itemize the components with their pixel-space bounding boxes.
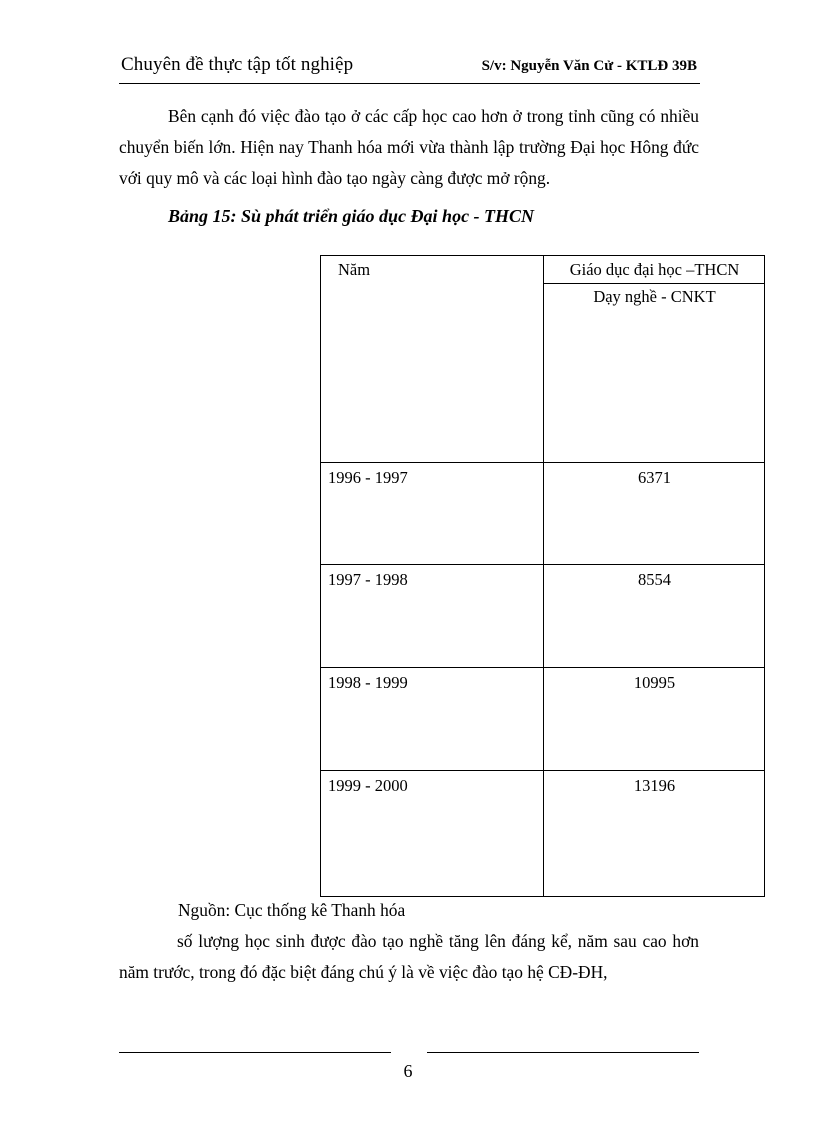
table-header-year: Năm bbox=[338, 260, 371, 279]
table-cell-value: 6371 bbox=[638, 468, 671, 487]
table-source-note: Nguồn: Cục thống kê Thanh hóa bbox=[178, 900, 406, 920]
table-cell-year: 1996 - 1997 bbox=[328, 468, 408, 487]
table-subheader-divider bbox=[543, 283, 764, 284]
table-cell-year: 1997 - 1998 bbox=[328, 570, 408, 589]
table-cell-year: 1998 - 1999 bbox=[328, 673, 408, 692]
footer-divider-right bbox=[427, 1052, 699, 1053]
page-number: 6 bbox=[403, 1061, 413, 1081]
document-header-author: S/v: Nguyễn Văn Cử - KTLĐ 39B bbox=[481, 58, 697, 74]
table-cell-value: 13196 bbox=[633, 776, 676, 795]
table-row-divider bbox=[321, 667, 764, 668]
body-paragraph-1: Bên cạnh đó việc đào tạo ở các cấp học cao hơn ở trong tỉnh cũng có nhiều chuyển biến lớn. Hiện nay Thanh hóa mới vừa thành lập trường Đại học Hông đức với quy mô và các loại hình đào tạo ngày càng được mở rộng. bbox=[119, 106, 699, 188]
header-divider bbox=[119, 83, 700, 84]
table-title: Bảng 15: Sù phát triển giáo dục Đại học - THCN bbox=[168, 206, 535, 226]
body-paragraph-2: số lượng học sinh được đào tạo nghề tăng lên đáng kể, năm sau cao hơn năm trước, trong đó đặc biệt đáng chú ý là về việc đào tạo hệ CĐ-ĐH, bbox=[119, 931, 699, 982]
table-cell-value: 8554 bbox=[638, 570, 671, 589]
table-row-divider bbox=[321, 770, 764, 771]
document-header-title: Chuyên đề thực tập tốt nghiệp bbox=[121, 54, 354, 75]
table-cell-year: 1999 - 2000 bbox=[328, 776, 408, 795]
table-header-subgroup: Dạy nghề - CNKT bbox=[593, 287, 716, 306]
table-cell-value: 10995 bbox=[633, 673, 676, 692]
footer-divider-left bbox=[119, 1052, 391, 1053]
table-header-group: Giáo dục đại học –THCN bbox=[569, 260, 740, 279]
table-row-divider bbox=[321, 462, 764, 463]
table-row-divider bbox=[321, 564, 764, 565]
statistics-table bbox=[320, 255, 765, 897]
